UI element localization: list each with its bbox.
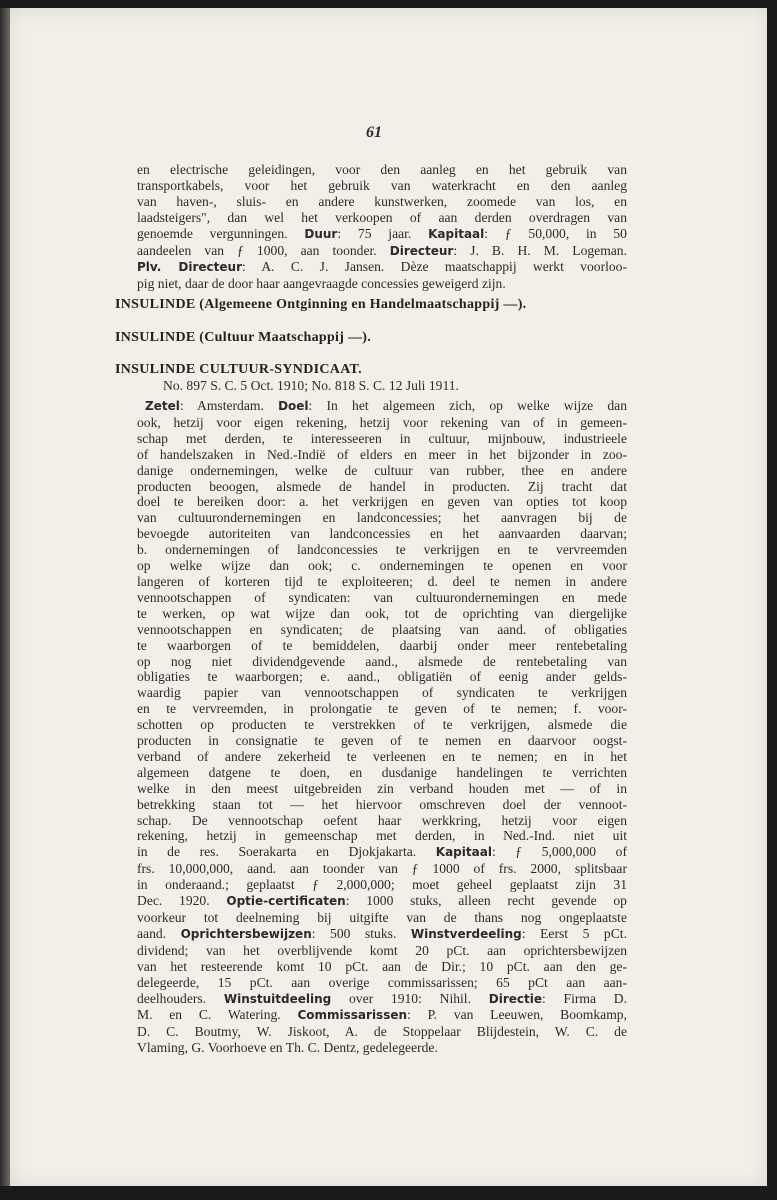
text-line: in onderaand.; geplaatst ƒ 2,000,000; moet geheel geplaatst zijn 31	[137, 877, 627, 893]
text-line: algemeen datgene te doen, en dusdanige handelingen te verrichten	[137, 764, 627, 780]
text-line: langeren of korteren tijd te exploiteeren; d. deel te nemen in andere	[137, 573, 627, 589]
text-line: schap. De vennootschap oefent haar werkkring, hetzij voor eigen	[137, 812, 627, 828]
syndicaat-paragraph	[137, 398, 627, 1056]
text-fragment: genoemde vergunningen.	[137, 225, 288, 241]
text-fragment: deelhouders.	[137, 990, 207, 1006]
text-fragment: M. en C. Watering.	[137, 1007, 281, 1023]
directeur-value: : J. B. H. M. Logeman.	[453, 242, 628, 258]
text-line: van het resteerende komt 10 pCt. aan de Dir.; 10 pCt. aan den ge-	[137, 958, 627, 974]
text-line: of handelszaken in Ned.-Indië of elders en meer in het bijzonder in zoo-	[137, 446, 627, 462]
text-line: te werken, op wat wijze dan ook, tot de oprichting van diergelijke	[137, 605, 627, 621]
text-line: b. ondernemingen of landconcessies te verkrijgen en te vervreemden	[137, 542, 627, 558]
doel-value: : In het algemeen zich, op welke wijze dan	[308, 398, 628, 413]
text-line: bevoegde autoriteiten van landconcessies en het aanvaarden daarvan;	[137, 526, 627, 542]
commissarissen-value: : P. van Leeuwen, Boomkamp,	[407, 1007, 627, 1023]
text-line: delegeerde, 15 pCt. aan overige commissarissen; 65 pCt aan aan-	[137, 974, 627, 990]
text-line: op nog niet dividendgevende aand., alsmede de rentebetaling van	[137, 653, 627, 669]
text-fragment: aandeelen van ƒ 1000, aan toonder.	[137, 242, 377, 258]
book-spine-edge	[0, 8, 10, 1186]
oprichtersbewijzen-label: Oprichtersbewijzen	[180, 926, 312, 941]
text-line: producten beoogen, alsmede de handel in producten. Zij tracht dat	[137, 478, 627, 494]
text-line: voorkeur tot deelneming bij uitgifte van de thans nog ongeplaatste	[137, 910, 627, 925]
winstverdeeling-label: Winstverdeeling	[410, 926, 522, 941]
text-line: producten in consignatie te geven of te nemen en daarvoor oogst-	[137, 733, 627, 749]
text-line: frs. 10,000,000, aand. aan toonder van ƒ 1000 of frs. 2000, splitsbaar	[137, 861, 627, 877]
text-line: pig niet, daar de door haar aangevraagde concessies geweigerd zijn.	[137, 276, 506, 292]
heading-insulinde-cultuur: INSULINDE (Cultuur Maatschappij —).	[115, 330, 372, 345]
text-line: vennootschappen of syndicaten: van cultuurondernemingen en mede	[137, 589, 627, 605]
text-fragment: aand.	[137, 925, 167, 941]
text-line: laadsteigers", dan wel het verkoopen of aan derden overdragen van	[137, 209, 627, 225]
kapitaal-label: Kapitaal	[428, 226, 485, 241]
text-line: op welke wijze dan ook; c. ondernemingen te openen en voor	[137, 558, 627, 574]
text-line	[137, 398, 627, 415]
zetel-value: : Amsterdam.	[179, 398, 264, 413]
text-line: en te vervreemden, in prolongatie te geven of te nemen; f. voor-	[137, 701, 627, 717]
text-line: doel te bereiken door: a. het verkrijgen en geven van opties tot koop	[137, 494, 627, 510]
separator: :	[242, 259, 262, 275]
duur-value: : 75 jaar.	[337, 225, 412, 241]
optie-certificaten-value: : 1000 stuks, alleen recht gevende op	[345, 893, 627, 909]
kapitaal-label: Kapitaal	[435, 845, 492, 860]
directie-label: Directie	[488, 991, 542, 1006]
text-fragment: Dec. 1920.	[137, 893, 210, 909]
text-line: verband of andere zekerheid te verleenen en te nemen; en in het	[137, 748, 627, 764]
text-line	[137, 226, 627, 243]
text-line	[137, 991, 627, 1008]
text-line: dividend; van het overblijvende komt 20 pCt. aan oprichtersbewijzen	[137, 942, 627, 958]
intro-paragraph	[137, 162, 627, 292]
text-line	[137, 1007, 627, 1024]
text-line: te waarborgen of te bemiddelen, daarbij onder meer rentebetaling	[137, 637, 627, 653]
text-line: rekening, hetzij in gemeenschap met derden, in Ned.-Ind. niet uit	[137, 828, 627, 844]
text-line: en electrische geleidingen, voor den aanleg en het gebruik van	[137, 162, 627, 177]
commissarissen-label: Commissarissen	[297, 1008, 408, 1023]
text-line: transportkabels, voor het gebruik van waterkracht en den aanleg	[137, 177, 627, 193]
text-line: D. C. Boutmy, W. Jiskoot, A. de Stoppelaar Blijdestein, W. C. de	[137, 1024, 627, 1040]
text-line: van cultuurondernemingen en landconcessies; het aanvragen bij de	[137, 510, 627, 526]
text-line: welke in den meest uitgebreiden zin verband houden met — of in	[137, 780, 627, 796]
text-fragment: A. C. J. Jansen. Dèze maatschappij werkt voorloo-	[261, 259, 628, 275]
kapitaal-value: : ƒ 50,000, in 50	[484, 225, 627, 241]
winstuitdeeling-label: Winstuitdeeling	[223, 991, 332, 1006]
doel-label: Doel	[278, 399, 309, 413]
winstverdeeling-value: : Eerst 5 pCt.	[521, 925, 627, 941]
text-line	[137, 844, 627, 861]
oprichtersbewijzen-value: : 500 stuks.	[311, 925, 397, 941]
heading-insulinde-syndicaat: INSULINDE CULTUUR-SYNDICAAT.	[115, 362, 362, 377]
text-line: van haven-, sluis- en andere kunstwerken, zoomede van los, en	[137, 193, 627, 209]
text-line	[137, 926, 627, 943]
page-number: 61	[366, 124, 382, 141]
duur-label: Duur	[304, 226, 338, 241]
registration-references: No. 897 S. C. 5 Oct. 1910; No. 818 S. C. 12 Juli 1911.	[163, 378, 459, 393]
text-line: danige ondernemingen, welke de cultuur van rubber, thee en andere	[137, 462, 627, 478]
plv-directeur-label: Plv. Directeur	[137, 260, 242, 275]
text-line: obligaties te waarborgen; e. aand., obligatiën of eenig ander gelds-	[137, 669, 627, 685]
text-line: Vlaming, G. Voorhoeve en Th. C. Dentz, gedelegeerde.	[137, 1040, 438, 1056]
text-fragment: in de res. Soerakarta en Djokjakarta.	[137, 844, 417, 860]
optie-certificaten-label: Optie-certificaten	[226, 894, 346, 909]
kapitaal-value: : ƒ 5,000,000 of	[491, 844, 628, 860]
text-line: betrekking staan tot — het hiervoor omschreven doel der vennoot-	[137, 796, 627, 812]
text-line	[137, 259, 627, 276]
text-line: ook, hetzij voor eigen rekening, hetzij voor rekening van of in gemeen-	[137, 414, 627, 430]
text-line	[137, 243, 627, 260]
text-line: schotten op producten te verstrekken of te verkrijgen, alsmede die	[137, 717, 627, 733]
heading-insulinde-algemeene: INSULINDE (Algemeene Ontginning en Handelmaatschappij —).	[115, 297, 527, 312]
text-line	[137, 893, 627, 910]
text-line: vennootschappen en syndicaten; de plaatsing van aand. of obligaties	[137, 621, 627, 637]
text-line: schap met derden, te interesseeren in cultuur, mijnbouw, industrieele	[137, 430, 627, 446]
zetel-label: Zetel	[145, 399, 180, 413]
directie-value: : Firma D.	[541, 990, 627, 1006]
directeur-label: Directeur	[389, 243, 454, 258]
text-line: waardig papier van vennootschappen of syndicaten te verkrijgen	[137, 685, 627, 701]
winstuitdeeling-value: over 1910: Nihil.	[331, 990, 471, 1006]
